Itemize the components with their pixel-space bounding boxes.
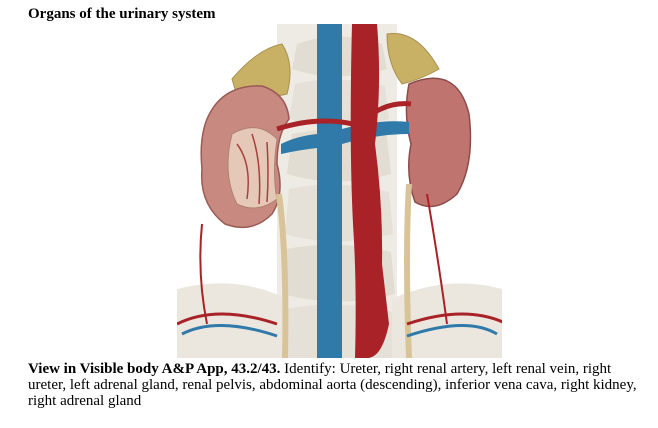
left-kidney bbox=[406, 78, 470, 206]
right-kidney bbox=[201, 86, 289, 227]
urinary-system-illustration bbox=[177, 24, 502, 358]
page-title: Organs of the urinary system bbox=[28, 6, 216, 22]
caption-source: View in Visible body A&P App, 43.2/43. bbox=[28, 361, 281, 377]
inferior-vena-cava bbox=[317, 24, 342, 358]
urinary-system-figure bbox=[177, 24, 502, 358]
left-ureter bbox=[407, 184, 409, 358]
renal-pelvis bbox=[228, 128, 277, 208]
figure-caption bbox=[28, 361, 638, 409]
caption-instructions: Identify: Ureter, right renal artery, left renal vein, right ureter, left adrenal gland, renal pelvis, abdominal aorta (descending), inferior vena cava, right kidney, right adrenal gland bbox=[28, 361, 637, 409]
